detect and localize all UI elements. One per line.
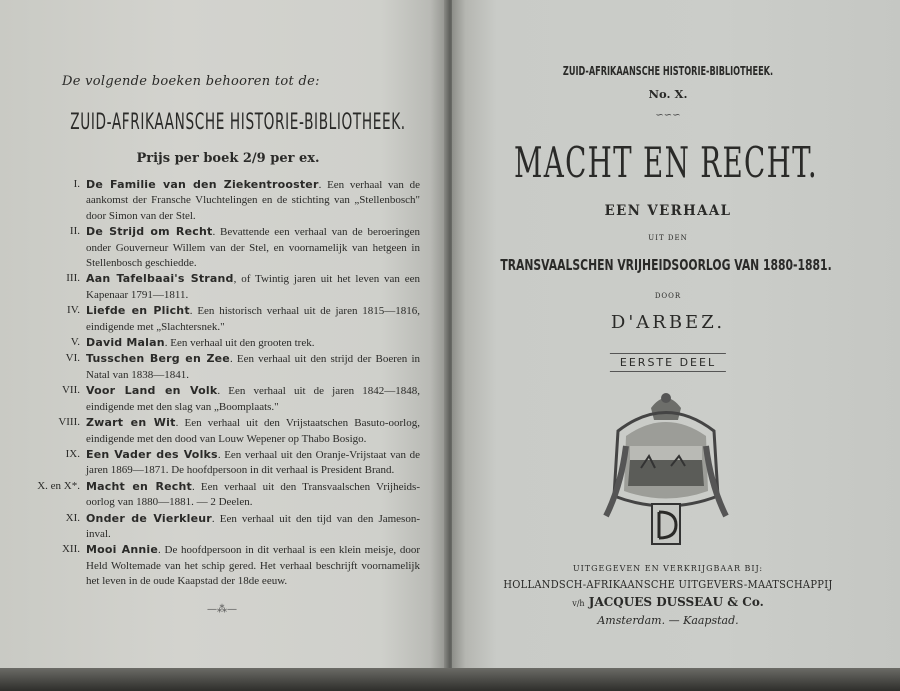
book-entry [24,177,420,224]
entry-number: VIII. [58,416,80,429]
entry-number: IV. [67,304,80,317]
book-entry [24,351,420,383]
entry-title: Een Vader des Volks [86,447,218,461]
book-entry [24,303,420,335]
entry-title: Voor Land en Volk [86,384,218,398]
book-list [24,177,420,615]
entry-description: . Een verhaal uit den Oranje-Vrijstaat van de jaren 1869—1871. De hoofdpersoon in dit verhaal is President Brand. [86,448,420,477]
book-entry [24,224,420,271]
publisher-emblem-icon [596,386,736,554]
entry-description: . Een verhaal van de aankomst der Fransche Vluchtelingen en de stichting van „Stellenbosch" door Simon van der Stel. [86,179,420,222]
publisher-prefix: v/h [572,599,585,608]
entry-number: VI. [65,352,80,365]
volume-number: No. X. [648,87,688,101]
publisher-name: JACQUES DUSSEAU & Co. [588,595,764,609]
entry-description: . Een verhaal uit den tijd van den Jameson-inval. [86,512,420,540]
publisher-cities: Amsterdam. — Kaapstad. [597,614,739,627]
book-entry [24,271,420,303]
book-entry [24,542,420,589]
entry-title: Macht en Recht [86,479,193,493]
entry-title: Liefde en Plicht [86,304,190,318]
subtitle: EEN VERHAAL [604,203,732,219]
uit-den: UIT DEN [648,234,688,242]
table-surface [0,668,900,691]
entry-title: David Malan [86,336,165,350]
author: D'ARBEZ. [610,312,726,333]
book-entry [24,335,420,351]
intro-text: De volgende boeken behooren tot de: [62,74,320,89]
entry-description: . Een historisch verhaal uit de jaren 1815—1816, eindigende met „Slachtersnek." [86,305,420,333]
entry-number: X. en X*. [37,479,80,492]
entry-title: Zwart en Wit [86,416,176,430]
entry-description: . Een verhaal uit den grooten trek. [164,337,315,350]
entry-number: I. [73,178,80,190]
entry-description: . Bevattende een verhaal van de beroeringen onder Gouverneur Willem van der Stel, en voornamelijk van hetgeen in Stellenbosch geschiedde. [86,226,420,270]
entry-title: De Strijd om Recht [86,225,213,239]
series-heading: ZUID-AFRIKAANSCHE HISTORIE-BIBLIOTHEEK. [562,64,774,78]
entry-description: . Een verhaal uit de jaren 1842—1848, eindigende met den slag van „Boomplaats." [86,385,420,413]
entry-title: Aan Tafelbaai's Strand [86,272,234,286]
war-subtitle: TRANSVAALSCHEN VRIJHEIDSOORLOG VAN 1880-1881. [500,256,832,274]
entry-description: . Een verhaal uit den strijd der Boeren in Natal van 1838—1841. [86,353,420,381]
volume-label: EERSTE DEEL [610,353,726,372]
book-entry [24,447,420,479]
entry-number: III. [66,272,80,285]
entry-number: XI. [65,511,80,524]
entry-number: XII. [61,543,80,556]
publisher-intro: UITGEGEVEN EN VERKRIJGBAAR BIJ: [572,564,764,573]
entry-number: II. [69,225,80,238]
price-line: Prijs per boek 2/9 per ex. [136,151,320,166]
entry-description: , of Twintig jaren uit het leven van een Kapenaar 1791—1811. [86,273,420,301]
entry-number: IX. [65,447,80,460]
entry-number: VII. [61,384,80,397]
book-entry [24,511,420,543]
entry-title: Tusschen Berg en Zee [86,352,230,366]
entry-title: De Familie van den Ziekentrooster [86,178,319,191]
door-label: DOOR [654,292,682,300]
book-entry [24,383,420,415]
entry-number: V. [70,336,80,349]
publisher-name-line [572,595,764,611]
publisher: HOLLANDSCH-AFRIKAANSCHE UITGEVERS-MAATSCHAPPIJ [503,578,833,591]
ornament-rule: ∽∽∽ [655,110,681,121]
entry-description: . De hoofdpersoon in dit verhaal is een klein meisje, door Held Woltemade van het schip gered. Het verhaal beschrijft voornamelijk het leven in de oude Kaapstad der 18de eeuw. [86,544,420,588]
left-page [0,0,448,672]
entry-title: Mooi Annie [86,543,159,557]
book-entry [24,415,420,447]
ornament: —⁂— [207,603,237,615]
entry-title: Onder de Vierkleur [86,511,212,525]
book-entry [24,479,420,511]
entry-description: . Een verhaal uit den Transvaalschen Vrijheids-oorlog van 1880—1881. — 2 Deelen. [86,480,420,509]
book-title: MACHT EN RECHT. [514,138,818,187]
entry-description: . Een verhaal uit den Vrijstaatschen Basuto-oorlog, eindigende met den dood van Louw Wepener op Thabo Bosigo. [86,417,420,445]
series-title: ZUID-AFRIKAANSCHE HISTORIE-BIBLIOTHEEK. [70,110,406,135]
